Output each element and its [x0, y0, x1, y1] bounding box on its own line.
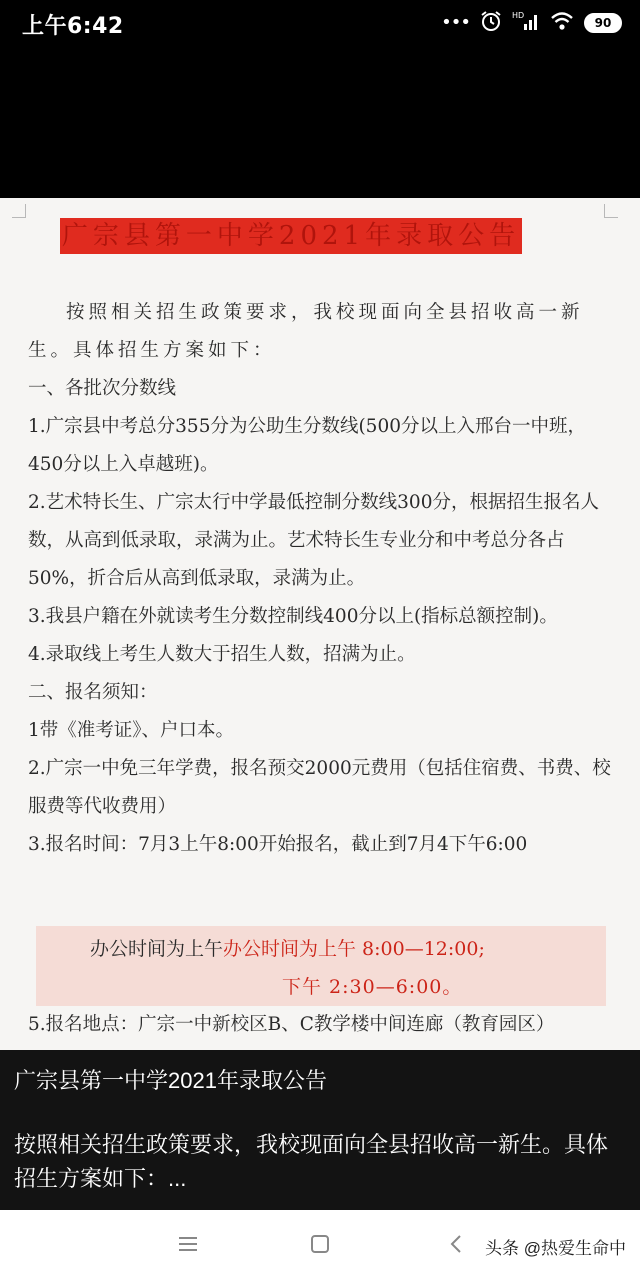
registration-item-5: 5.报名地点：广宗一中新校区B、C教学楼中间连廊（教育园区） [28, 1014, 555, 1035]
office-hours-prefix: 办公时间为上午 [90, 938, 224, 960]
home-button[interactable] [302, 1228, 338, 1264]
back-button[interactable] [438, 1228, 474, 1264]
source-watermark: 头条 @热爱生命中 [485, 1239, 626, 1258]
document-intro: 按照相关招生政策要求，我校现面向全县招收高一新生。具体招生方案如下： [28, 302, 584, 361]
score-item-2: 2.艺术特长生、广宗太行中学最低控制分数线300分，根据招生报名人数，从高到低录取，录满为止。艺术特长生专业分和中考总分各占50%，折合后从高到低录取，录满为止。 [28, 492, 599, 589]
registration-item-3: 3.报名时间：7月3上午8:00开始报名，截止到7月4下午6:00 [28, 834, 528, 855]
battery-icon: 90 [584, 13, 622, 33]
system-nav-bar [0, 1210, 640, 1280]
hamburger-icon [177, 1235, 199, 1257]
menu-button[interactable] [170, 1228, 206, 1264]
office-hours-line-1 [90, 934, 485, 961]
office-hours-afternoon: 下午 2:30—6:00。 [282, 976, 463, 998]
score-item-4: 4.录取线上考生人数大于招生人数，招满为止。 [28, 644, 416, 665]
score-item-3: 3.我县户籍在外就读考生分数控制线400分以上(指标总额控制)。 [28, 606, 558, 627]
svg-text:HD: HD [512, 11, 525, 20]
section-heading-scores: 一、各批次分数线 [28, 378, 177, 399]
chevron-left-icon [447, 1233, 465, 1259]
wifi-icon [550, 11, 574, 35]
crop-corner-mark [12, 204, 26, 218]
status-time: 上午6:42 [22, 14, 124, 39]
status-icons [441, 10, 622, 36]
alarm-icon [480, 10, 502, 36]
more-dots-icon: ••• [441, 12, 470, 33]
score-item-1: 1.广宗县中考总分355分为公助生分数线(500分以上入邢台一中班，450分以上入卓越班)。 [28, 416, 586, 475]
hd-signal-icon [512, 10, 540, 36]
document-title-banner: 广宗县第一中学2021年录取公告 [60, 218, 522, 254]
section-heading-registration: 二、报名须知： [28, 682, 158, 703]
document-photo [0, 198, 640, 1050]
office-hours-morning: 办公时间为上午 8:00—12:00; [223, 938, 485, 960]
crop-corner-mark [604, 204, 618, 218]
post-caption[interactable] [0, 1050, 640, 1210]
registration-item-1: 1带《准考证》、户口本。 [28, 720, 235, 741]
status-bar [0, 0, 640, 46]
square-icon [309, 1233, 331, 1259]
caption-body: 按照相关招生政策要求，我校现面向全县招收高一新生。具体招生方案如下：... [14, 1132, 609, 1191]
registration-item-2: 2.广宗一中免三年学费，报名预交2000元费用（包括住宿费、书费、校服费等代收费用） [28, 758, 611, 817]
caption-title: 广宗县第一中学2021年录取公告 [14, 1068, 327, 1093]
document-body [28, 294, 612, 864]
